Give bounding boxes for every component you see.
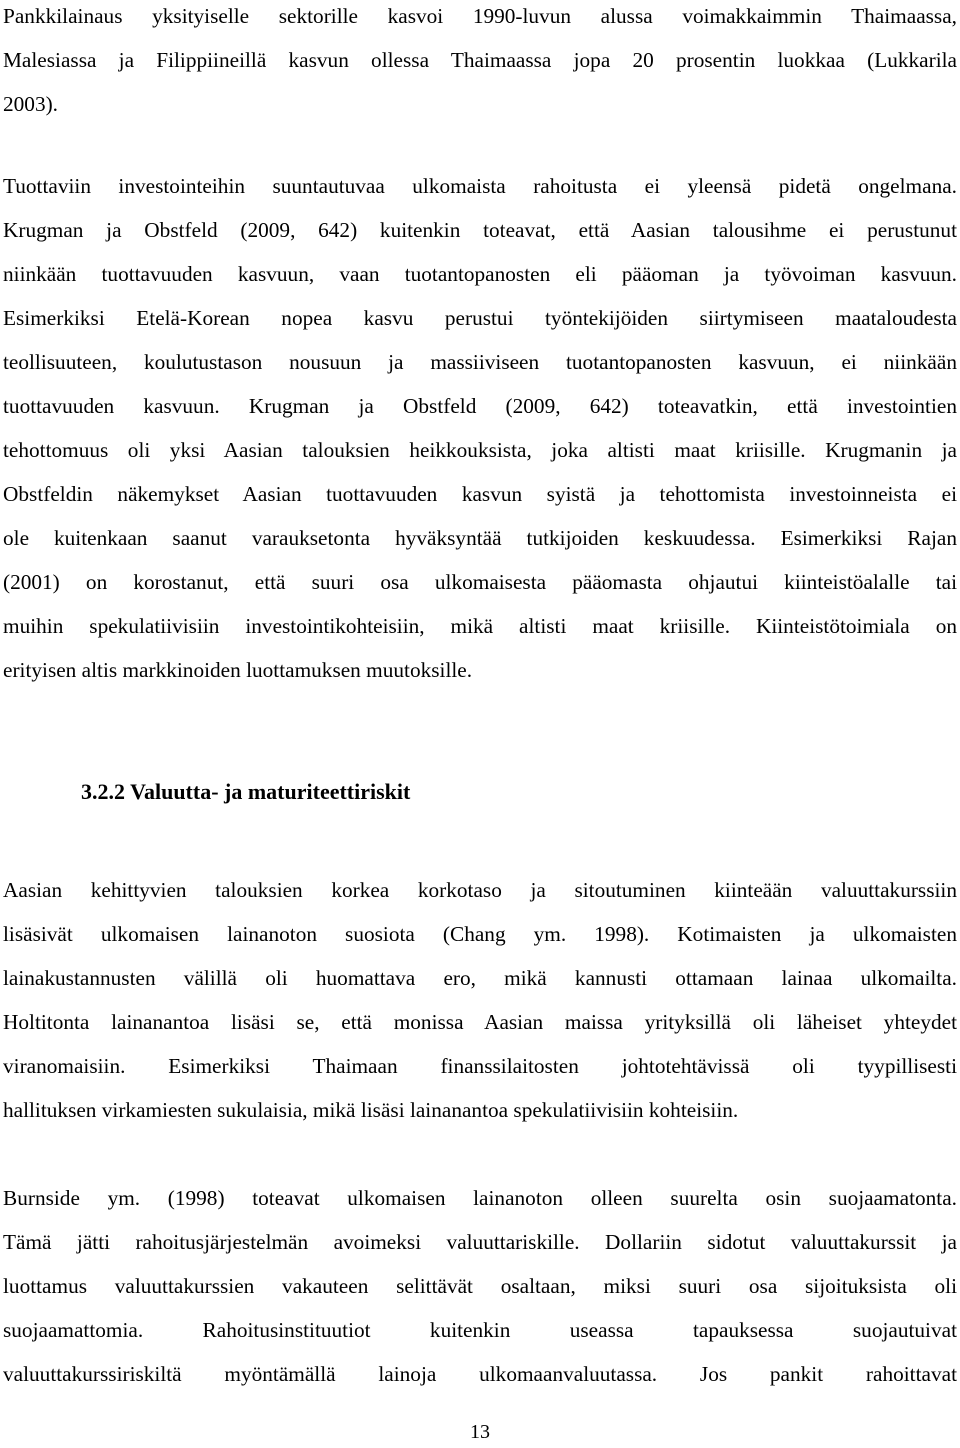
text-line: tehottomuus oli yksi Aasian talouksien heikkouksista, joka altisti maat kriisille. Krugmanin ja (3, 438, 957, 462)
text-line: Tuottaviin investointeihin suuntautuvaa ulkomaista rahoitusta ei yleensä pidetä ongelmana. (3, 174, 957, 198)
text-line: Esimerkiksi Etelä-Korean nopea kasvu perustui työntekijöiden siirtymiseen maataloudesta (3, 306, 957, 330)
text-line: hallituksen virkamiesten sukulaisia, mikä lisäsi lainanantoa spekulatiivisiin kohteisiin. (3, 1098, 739, 1122)
text-line: niinkään tuottavuuden kasvuun, vaan tuotantopanosten eli pääoman ja työvoiman kasvuun. (3, 262, 957, 286)
paragraph-productivity (3, 164, 957, 692)
text-line: 2003). (3, 92, 59, 116)
text-line: Burnside ym. (1998) toteavat ulkomaisen lainanoton olleen suurelta osin suojaamatonta. (3, 1186, 957, 1210)
text-line: suojaamattomia. Rahoitusinstituutiot kuitenkin useassa tapauksessa suojautuivat (3, 1318, 957, 1342)
text-line: Obstfeldin näkemykset Aasian tuottavuuden kasvun syistä ja tehottomista investoinneista ei (3, 482, 957, 506)
text-line: viranomaisiin. Esimerkiksi Thaimaan finanssilaitosten johtotehtävissä oli tyypillisesti (3, 1054, 957, 1078)
text-line: valuuttakurssiriskiltä myöntämällä lainoja ulkomaanvaluutassa. Jos pankit rahoittavat (3, 1362, 957, 1386)
text-line: ole kuitenkaan saanut varauksetonta hyväksyntää tutkijoiden keskuudessa. Esimerkiksi Rajan (3, 526, 957, 550)
text-line: Holtitonta lainanantoa lisäsi se, että monissa Aasian maissa yrityksillä oli läheiset yhteydet (3, 1010, 957, 1034)
section-heading: 3.2.2 Valuutta- ja maturiteettiriskit (81, 779, 411, 804)
paragraph-interest-rates (3, 868, 957, 1132)
text-line: tuottavuuden kasvuun. Krugman ja Obstfeld (2009, 642) toteavatkin, että investointien (3, 394, 957, 418)
text-line: Aasian kehittyvien talouksien korkea korkotaso ja sitoutuminen kiinteään valuuttakurssiin (3, 878, 957, 902)
document-page (3, 0, 957, 1448)
paragraph-bank-lending (3, 0, 957, 126)
paragraph-unhedged-borrowing (3, 1176, 957, 1396)
text-line: erityisen altis markkinoiden luottamuksen muutoksille. (3, 658, 473, 682)
text-line: teollisuuteen, koulutustason nousuun ja massiiviseen tuotantopanosten kasvuun, ei niinkään (3, 350, 957, 374)
text-line: (2001) on korostanut, että suuri osa ulkomaisesta pääomasta ohjautui kiinteistöalalle tai (3, 570, 957, 594)
text-line: lisäsivät ulkomaisen lainanoton suosiota (Chang ym. 1998). Kotimaisten ja ulkomaisten (3, 922, 957, 946)
text-line: luottamus valuuttakurssien vakauteen selittävät osaltaan, miksi suuri osa sijoituksista oli (3, 1274, 957, 1298)
text-line: Malesiassa ja Filippiineillä kasvun ollessa Thaimaassa jopa 20 prosentin luokkaa (Lukkarila (3, 48, 957, 72)
text-line: Tämä jätti rahoitusjärjestelmän avoimeksi valuuttariskille. Dollariin sidotut valuuttakurssit ja (3, 1230, 957, 1254)
text-line: Krugman ja Obstfeld (2009, 642) kuitenkin toteavat, että Aasian talousihme ei perustunut (3, 218, 957, 242)
text-line: lainakustannusten välillä oli huomattava ero, mikä kannusti ottamaan lainaa ulkomailta. (3, 966, 957, 990)
page-number: 13 (470, 1421, 490, 1443)
text-line: muihin spekulatiivisiin investointikohteisiin, mikä altisti maat kriisille. Kiinteistötoimiala on (3, 614, 957, 638)
text-line: Pankkilainaus yksityiselle sektorille kasvoi 1990-luvun alussa voimakkaimmin Thaimaassa, (3, 4, 957, 28)
